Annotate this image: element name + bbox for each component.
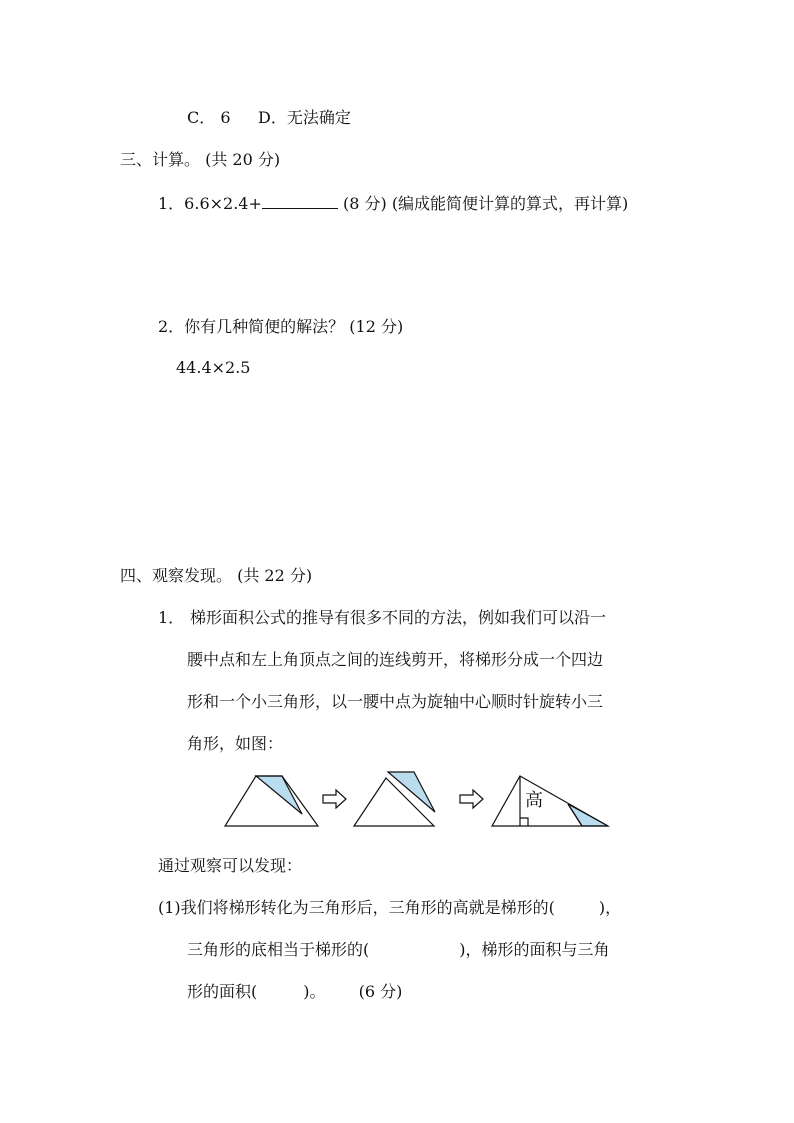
- sub1-line-3-end: )。: [303, 982, 326, 1001]
- sub1-line-1-text: (1)我们将梯形转化为三角形后，三角形的高就是梯形的(: [158, 898, 555, 917]
- figure-trapezoid-cut: [225, 776, 318, 826]
- section3-q1: [158, 192, 628, 214]
- figure-result-triangle: [492, 776, 608, 826]
- section4-heading: 四、观察发现。 (共 22 分): [120, 566, 313, 585]
- sub1-line-3: [187, 982, 402, 1002]
- sub1-line-2-end: )，梯形的面积与三角: [459, 940, 610, 959]
- trapezoid-transformation-figure: [220, 766, 620, 832]
- option-c: C． 6: [187, 108, 231, 127]
- arrow-right-icon: [460, 790, 483, 808]
- answer-blank[interactable]: [262, 192, 338, 209]
- shaded-triangle-moved: [388, 772, 435, 812]
- sub1-line-1-end: )，: [598, 898, 622, 917]
- q1-suffix: (8 分) (编成能简便计算的算式，再计算): [337, 194, 629, 213]
- section4-q1-number: 1．: [158, 608, 185, 627]
- section3-q2: 2．你有几种简便的解法？ (12 分): [158, 317, 404, 336]
- q1-text-line-4: 角形，如图：: [187, 734, 284, 753]
- sub1-score: (6 分): [358, 982, 403, 1001]
- arrow-right-icon: [323, 790, 346, 808]
- q1-text-line-2: 腰中点和左上角顶点之间的连线剪开，将梯形分成一个四边: [187, 650, 604, 669]
- q1-text-line-3: 形和一个小三角形，以一腰中点为旋轴中心顺时针旋转小三: [187, 692, 604, 711]
- quadrilateral-piece: [354, 778, 434, 826]
- sub1-line-3-text: 形的面积(: [187, 982, 258, 1001]
- right-angle-mark: [520, 818, 528, 826]
- sub1-line-1: [158, 898, 621, 918]
- section3-heading: 三、计算。 (共 20 分): [120, 150, 281, 169]
- q1-prefix: 1．6.6×2.4+: [158, 194, 262, 213]
- sub1-line-2-text: 三角形的底相当于梯形的(: [187, 940, 370, 959]
- option-d: D．无法确定: [258, 108, 351, 127]
- sub1-line-2: [187, 940, 610, 960]
- height-label: 高: [525, 790, 543, 811]
- figure-separated-pieces: [354, 772, 435, 826]
- observe-prompt: 通过观察可以发现：: [158, 856, 303, 875]
- section3-q2-expression: 44.4×2.5: [176, 358, 251, 377]
- q1-text-line-1: 梯形面积公式的推导有很多不同的方法，例如我们可以沿一: [190, 608, 607, 627]
